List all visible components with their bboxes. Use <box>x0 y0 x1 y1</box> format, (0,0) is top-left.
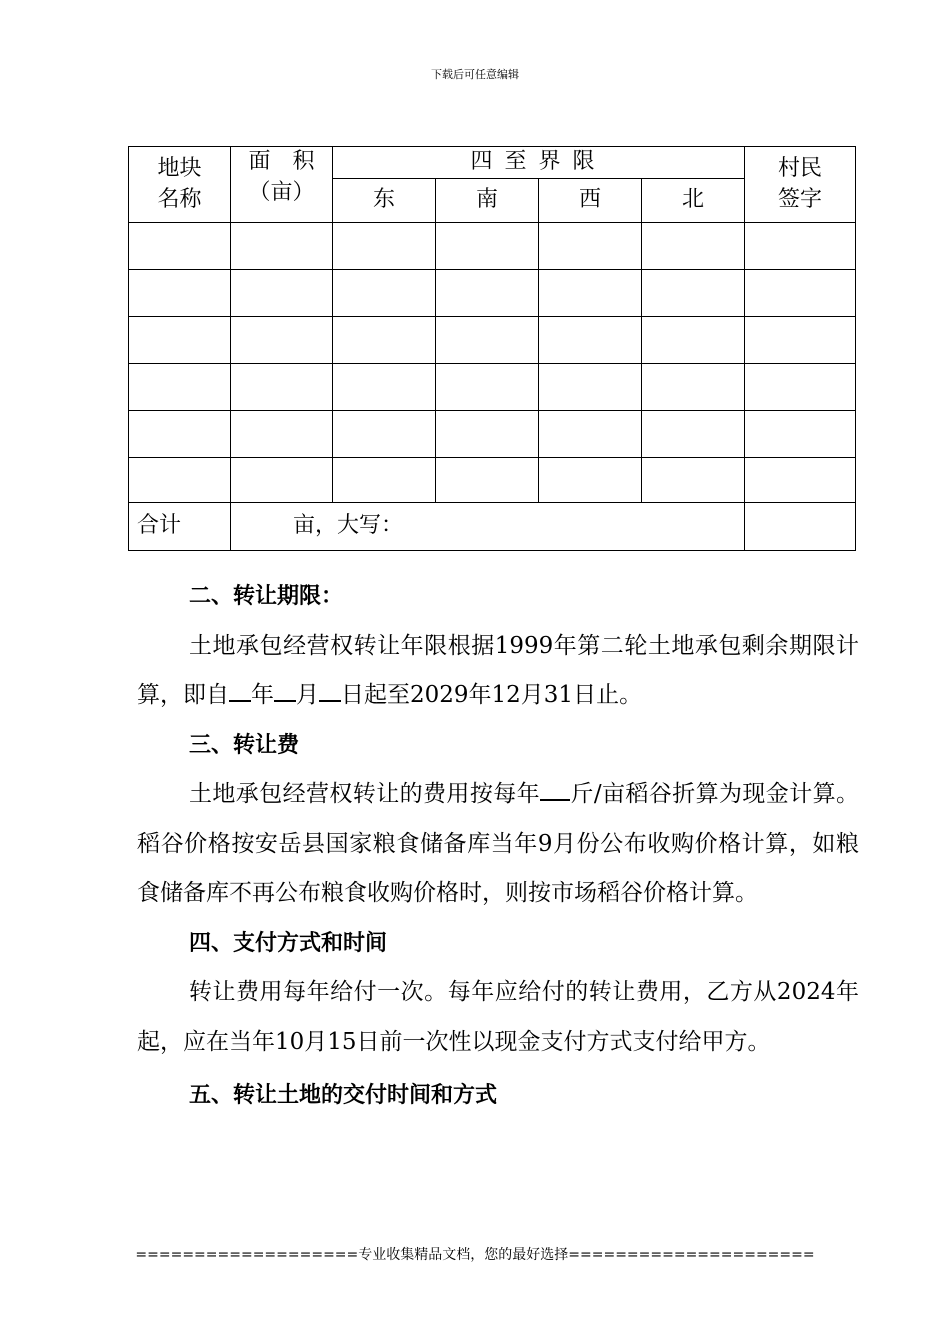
document-body <box>137 572 859 1121</box>
section-3-text-b: 斤/亩稻谷折算为现金计算。稻谷价格按安岳县国家粮食储备库当年9月份公布收购价格计算，如粮食储备库不再公布粮食收购价格时，则按市场稻谷价格计算。 <box>137 781 860 906</box>
table-cell[interactable] <box>642 317 745 364</box>
table-cell[interactable] <box>333 364 436 411</box>
table-cell[interactable] <box>539 317 642 364</box>
total-label: 合计 <box>129 503 231 551</box>
section-2-text-a: 土地承包经营权转让年限根据1999年第二轮土地承包剩余期限计算，即自 <box>137 632 859 708</box>
table-cell[interactable] <box>745 270 856 317</box>
table-cell[interactable] <box>539 458 642 503</box>
header-note: 下载后可任意编辑 <box>431 68 519 81</box>
table-row <box>129 411 856 458</box>
header-signature-line1: 村民 <box>778 155 823 181</box>
table-cell[interactable] <box>129 223 231 270</box>
table-row <box>129 317 856 364</box>
header-plot-name <box>129 147 231 223</box>
table-cell[interactable] <box>436 364 539 411</box>
table-cell[interactable] <box>333 270 436 317</box>
footer-note: ===================专业收集精品文档，您的最好选择===================== <box>135 1247 815 1263</box>
table-cell[interactable] <box>231 317 333 364</box>
total-row <box>129 503 856 551</box>
header-east: 东 <box>333 179 436 223</box>
blank-day[interactable] <box>319 680 341 702</box>
section-2-paragraph <box>137 622 859 721</box>
table-cell[interactable] <box>129 270 231 317</box>
total-signature-cell[interactable] <box>745 503 856 551</box>
table-cell[interactable] <box>539 364 642 411</box>
blank-month[interactable] <box>274 680 296 702</box>
header-area-line2: （亩） <box>248 179 315 205</box>
section-2-title: 二、转让期限： <box>189 584 344 609</box>
table-cell[interactable] <box>642 411 745 458</box>
header-plot-name-line1: 地块 <box>157 155 202 181</box>
table-row <box>129 270 856 317</box>
table-cell[interactable] <box>642 458 745 503</box>
header-signature-line2: 签字 <box>778 186 823 212</box>
table-cell[interactable] <box>333 317 436 364</box>
table-cell[interactable] <box>231 270 333 317</box>
table-cell[interactable] <box>436 270 539 317</box>
header-south: 南 <box>436 179 539 223</box>
header-plot-name-line2: 名称 <box>157 186 202 212</box>
table-cell[interactable] <box>231 458 333 503</box>
table-cell[interactable] <box>745 364 856 411</box>
table-cell[interactable] <box>436 458 539 503</box>
section-3-paragraph <box>137 770 859 919</box>
header-area-line1: 面 积 <box>248 149 315 174</box>
table-cell[interactable] <box>745 411 856 458</box>
total-amount-cell[interactable]: 亩，大写： <box>231 503 745 551</box>
table-cell[interactable] <box>129 317 231 364</box>
header-area <box>231 147 333 223</box>
table-cell[interactable] <box>745 223 856 270</box>
table-row <box>129 364 856 411</box>
table-cell[interactable] <box>539 223 642 270</box>
table-cell[interactable] <box>539 411 642 458</box>
table-cell[interactable] <box>642 223 745 270</box>
header-north: 北 <box>642 179 745 223</box>
table-cell[interactable] <box>642 270 745 317</box>
section-4-paragraph: 转让费用每年给付一次。每年应给付的转让费用，乙方从2024年起，应在当年10月15日前一次性以现金支付方式支付给甲方。 <box>137 979 859 1055</box>
section-5-title: 五、转让土地的交付时间和方式 <box>189 1083 498 1108</box>
table-cell[interactable] <box>129 458 231 503</box>
table-cell[interactable] <box>539 270 642 317</box>
section-2-text-d: 日起至2029年12月31日止。 <box>341 682 643 708</box>
table-cell[interactable] <box>436 317 539 364</box>
table-cell[interactable] <box>231 411 333 458</box>
table-cell[interactable] <box>436 411 539 458</box>
table-row <box>129 223 856 270</box>
table-cell[interactable] <box>745 458 856 503</box>
table-cell[interactable] <box>745 317 856 364</box>
table-row <box>129 458 856 503</box>
table-cell[interactable] <box>436 223 539 270</box>
section-2-text-b: 年 <box>251 682 274 708</box>
table-cell[interactable] <box>231 364 333 411</box>
section-4-title: 四、支付方式和时间 <box>189 930 388 956</box>
table-cell[interactable] <box>231 223 333 270</box>
blank-year[interactable] <box>229 680 251 702</box>
section-3-title: 三、转让费 <box>189 732 300 758</box>
table-cell[interactable] <box>333 458 436 503</box>
table-cell[interactable] <box>129 411 231 458</box>
table-cell[interactable] <box>333 411 436 458</box>
section-2-text-c: 月 <box>296 682 319 708</box>
section-3-text-a: 土地承包经营权转让的费用按每年 <box>189 781 541 807</box>
blank-jin[interactable] <box>540 779 570 801</box>
header-boundaries: 四至界限 <box>333 147 745 179</box>
header-signature <box>745 147 856 223</box>
header-west: 西 <box>539 179 642 223</box>
table-cell[interactable] <box>129 364 231 411</box>
table-cell[interactable] <box>333 223 436 270</box>
table-cell[interactable] <box>642 364 745 411</box>
land-table <box>128 146 856 551</box>
